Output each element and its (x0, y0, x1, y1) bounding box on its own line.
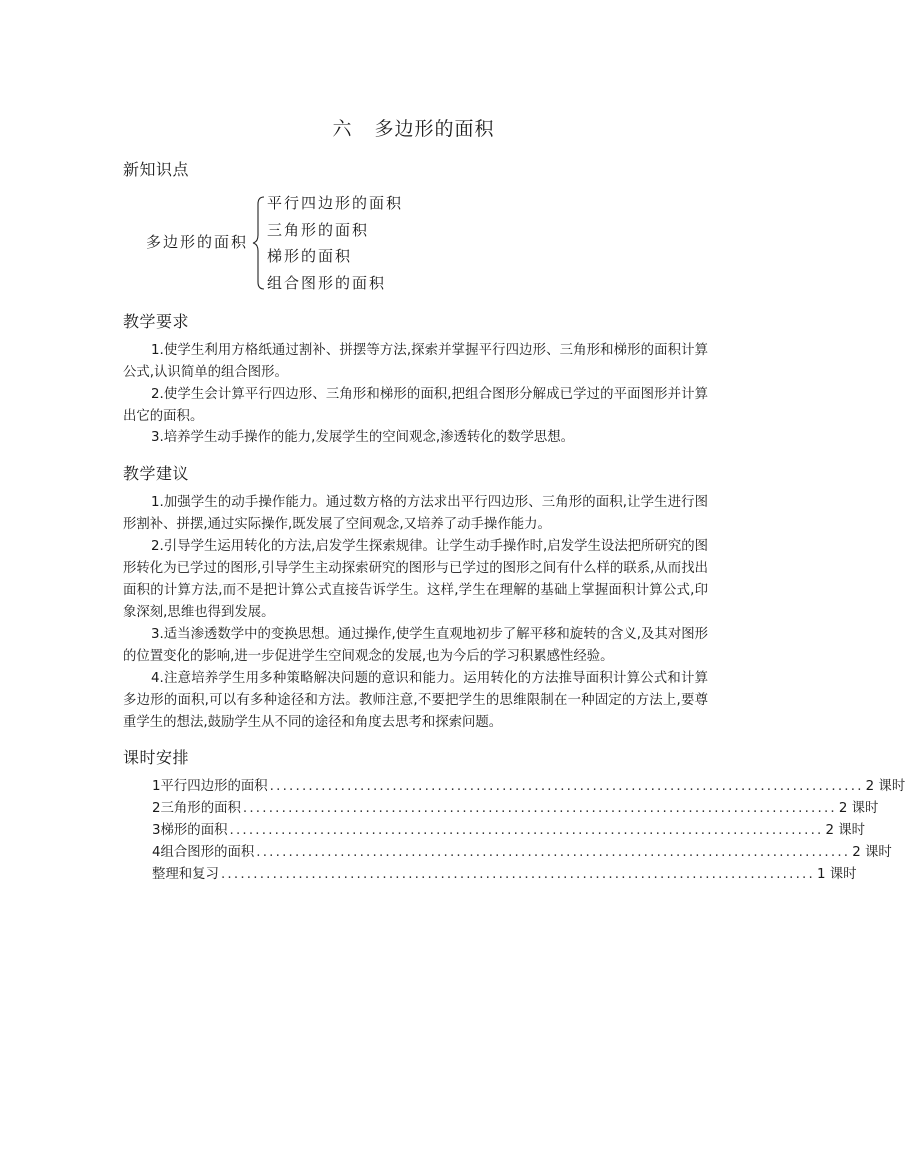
heading-teaching-suggestions: 教学建议 (123, 464, 190, 483)
schedule-hours: 2 课时 (838, 801, 879, 816)
schedule-lesson-name: 平行四边形的面积 (160, 779, 268, 794)
schedule-list (152, 776, 905, 886)
chapter-number: 六 (332, 118, 353, 140)
requirement-paragraph: 3.培养学生动手操作的能力,发展学生的空间观念,渗透转化的数学思想。 (151, 430, 575, 445)
suggestion-paragraph: 4.注意培养学生用多种策略解决问题的意识和能力。运用转化的方法推导面积计算公式和计算多边形的面积,可以有多种途径和方法。教师注意,不要把学生的思维限制在一种固定的方法上,要尊重学生的想法,鼓励学生从不同的途径和角度去思考和探索问题。 (123, 671, 708, 730)
chapter-title (0, 114, 827, 141)
schedule-lesson-name: 三角形的面积 (160, 801, 241, 816)
schedule-row (152, 798, 879, 820)
heading-teaching-requirements: 教学要求 (123, 312, 190, 331)
schedule-row (152, 820, 866, 842)
chapter-title-text: 多边形的面积 (374, 118, 495, 140)
suggestion-paragraph: 1.加强学生的动手操作能力。通过数方格的方法求出平行四边形、三角形的面积,让学生进行图形割补、拼摆,通过实际操作,既发展了空间观念,又培养了动手操作能力。 (123, 495, 708, 532)
schedule-hours: 2 课时 (865, 779, 905, 794)
knowledge-item: 平行四边形的面积 (267, 194, 404, 212)
leader-dots: ............................................................................................ (229, 823, 824, 838)
requirement-paragraph: 2.使学生会计算平行四边形、三角形和梯形的面积,把组合图形分解成已学过的平面图形并计算出它的面积。 (123, 387, 708, 424)
leader-dots: ............................................................................................ (242, 801, 837, 816)
left-brace-icon (252, 195, 266, 291)
schedule-lesson-name: 梯形的面积 (160, 823, 228, 838)
heading-new-knowledge: 新知识点 (123, 160, 190, 179)
schedule-row (152, 776, 905, 798)
knowledge-item: 梯形的面积 (267, 247, 353, 265)
leader-dots: ............................................................................................ (269, 779, 864, 794)
schedule-number: 4 (152, 845, 161, 860)
requirement-paragraph: 1.使学生利用方格纸通过割补、拼摆等方法,探索并掌握平行四边形、三角形和梯形的面积计算公式,认识简单的组合图形。 (123, 343, 708, 380)
schedule-lesson-name: 组合图形的面积 (160, 845, 255, 860)
schedule-row (152, 864, 857, 886)
schedule-hours: 2 课时 (852, 845, 892, 860)
knowledge-tree-root: 多边形的面积 (146, 233, 249, 251)
schedule-hours: 2 课时 (825, 823, 866, 838)
schedule-lesson-name: 整理和复习 (152, 867, 219, 882)
knowledge-item: 三角形的面积 (267, 221, 370, 239)
suggestion-paragraph: 3.适当渗透数学中的变换思想。通过操作,使学生直观地初步了解平移和旋转的含义,及其对图形的位置变化的影响,进一步促进学生空间观念的发展,也为今后的学习积累感性经验。 (123, 627, 708, 664)
heading-class-schedule: 课时安排 (123, 748, 190, 767)
schedule-hours: 1 课时 (816, 867, 857, 882)
schedule-row (152, 842, 892, 864)
schedule-number: 2 (152, 801, 161, 816)
leader-dots: ............................................................................................ (220, 867, 815, 882)
suggestion-paragraph: 2.引导学生运用转化的方法,启发学生探索规律。让学生动手操作时,启发学生设法把所研究的图形转化为已学过的图形,引导学生主动探索研究的图形与已学过的图形之间有什么样的联系,从而找出面积的计算方法,而不是把计算公式直接告诉学生。这样,学生在理解的基础上掌握面积计算公式,印象深刻,思维也得到发展。 (123, 539, 708, 620)
knowledge-item: 组合图形的面积 (267, 274, 387, 292)
schedule-number: 1 (152, 779, 161, 794)
schedule-number: 3 (152, 823, 161, 838)
leader-dots: ............................................................................................ (256, 845, 851, 860)
